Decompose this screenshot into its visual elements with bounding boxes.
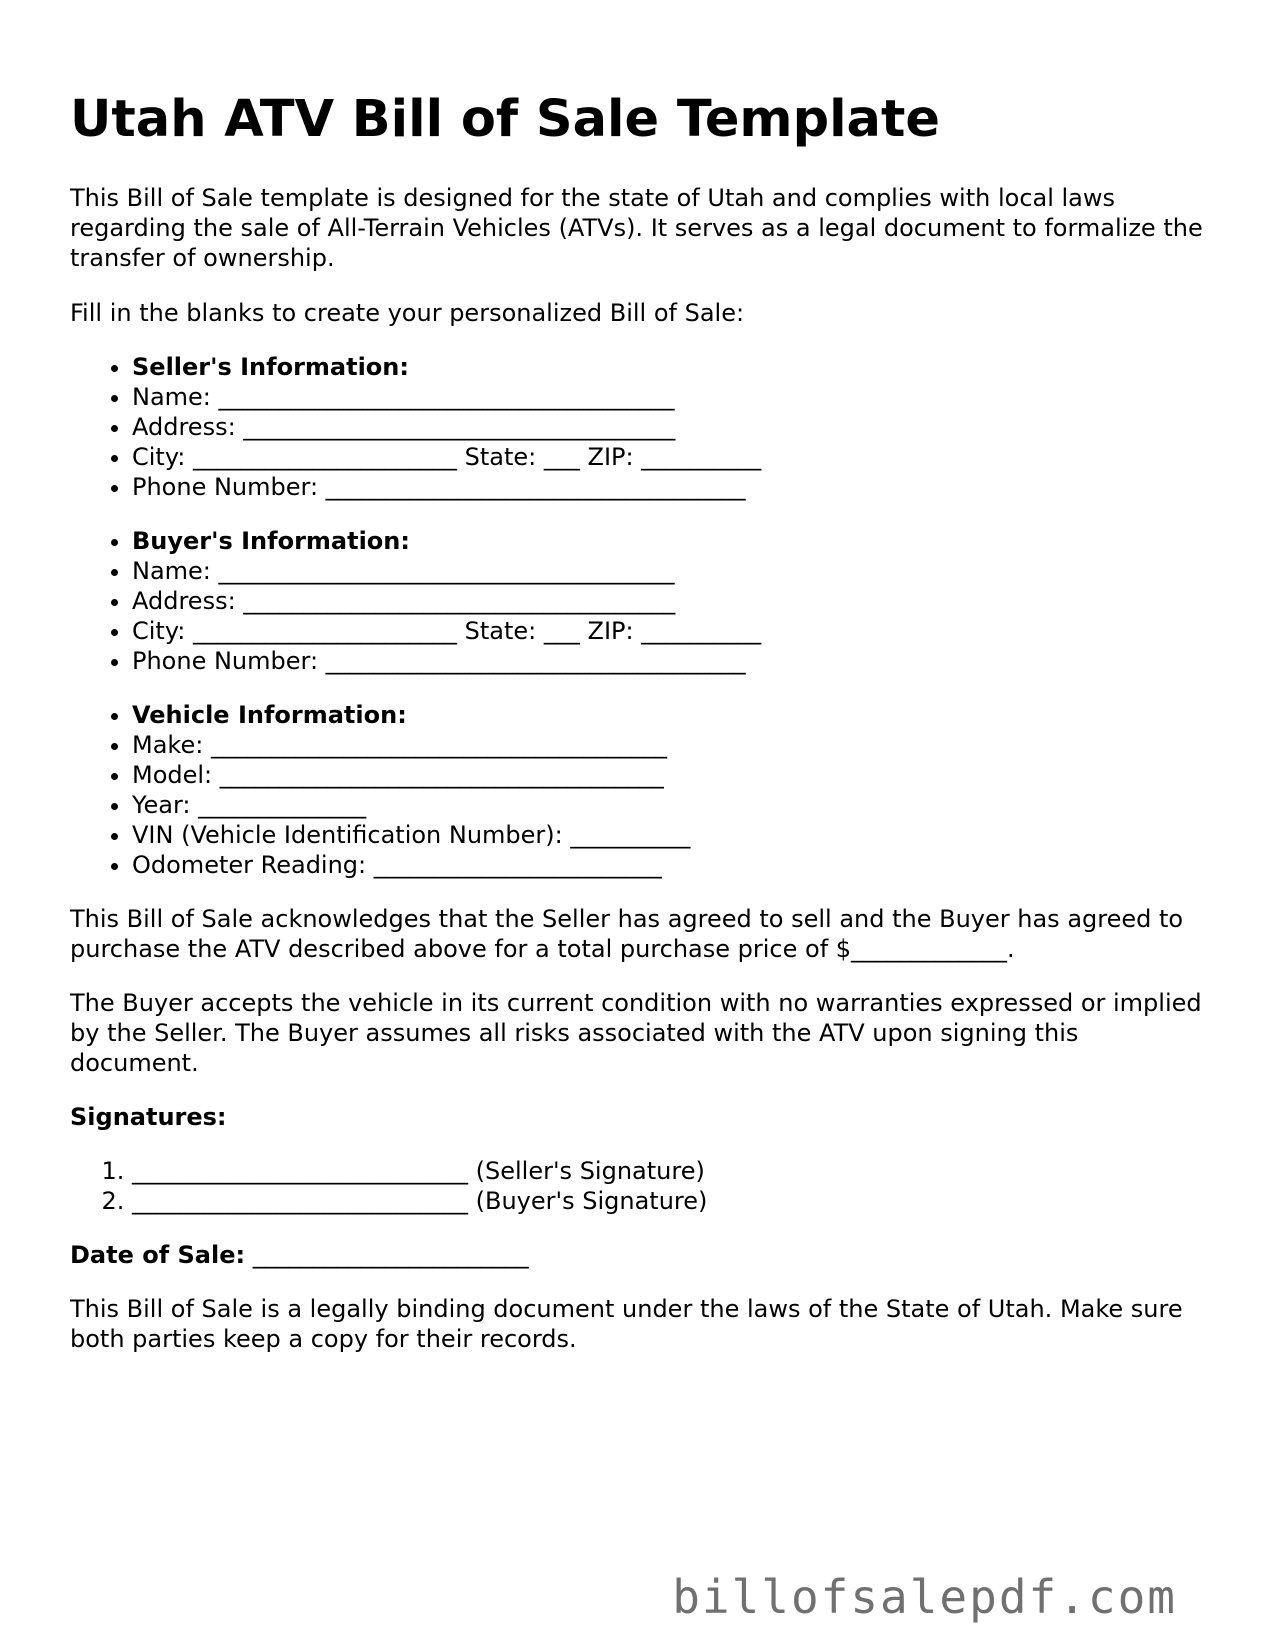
- vehicle-make-field: • Make: ______________________________________: [132, 730, 1210, 760]
- buyer-phone-field: • Phone Number: ___________________________________: [132, 646, 1210, 676]
- watermark: billofsalepdf.com: [672, 1570, 1177, 1624]
- vehicle-model-field: • Model: _____________________________________: [132, 760, 1210, 790]
- vehicle-vin-field: • VIN (Vehicle Identification Number): __________: [132, 820, 1210, 850]
- seller-phone-field: • Phone Number: ___________________________________: [132, 472, 1210, 502]
- intro-paragraph: This Bill of Sale template is designed for the state of Utah and complies with local laws regarding the sale of All-Terrain Vehicles (ATVs). It serves as a legal document to formalize the transfer of ownership.: [70, 184, 1203, 272]
- vehicle-year-field: • Year: ______________: [132, 790, 1210, 820]
- fill-instructions: Fill in the blanks to create your personalized Bill of Sale:: [70, 299, 745, 327]
- signatures-list: [70, 1156, 1210, 1216]
- signatures-heading: Signatures:: [70, 1103, 227, 1131]
- vehicle-heading: • Vehicle Information:: [132, 700, 1210, 730]
- seller-city-state-zip-field: • City: ______________________ State: ___ ZIP: __________: [132, 442, 1210, 472]
- acknowledgement-paragraph: This Bill of Sale acknowledges that the Seller has agreed to sell and the Buyer has agreed to purchase the ATV described above for a total purchase price of $_____________.: [70, 905, 1184, 963]
- document-page: [70, 0, 1210, 1354]
- seller-heading: • Seller's Information:: [132, 352, 1210, 382]
- vehicle-odometer-field: • Odometer Reading: ________________________: [132, 850, 1210, 880]
- buyer-info-list: [70, 526, 1210, 676]
- date-of-sale-line: [70, 1240, 1210, 1270]
- page-title: Utah ATV Bill of Sale Template: [70, 90, 940, 149]
- buyer-address-field: • Address: ____________________________________: [132, 586, 1210, 616]
- buyer-name-field: • Name: ______________________________________: [132, 556, 1210, 586]
- seller-info-list: [70, 352, 1210, 502]
- vehicle-info-list: [70, 700, 1210, 880]
- seller-address-field: • Address: ____________________________________: [132, 412, 1210, 442]
- buyer-signature-line: 2. ____________________________ (Buyer's Signature): [132, 1186, 1210, 1216]
- buyer-heading: • Buyer's Information:: [132, 526, 1210, 556]
- condition-paragraph: The Buyer accepts the vehicle in its current condition with no warranties expressed or implied by the Seller. The Buyer assumes all risks associated with the ATV upon signing this document.: [70, 989, 1202, 1077]
- seller-signature-line: 1. ____________________________ (Seller's Signature): [132, 1156, 1210, 1186]
- date-of-sale-blank: _______________________: [252, 1241, 529, 1269]
- buyer-city-state-zip-field: • City: ______________________ State: ___ ZIP: __________: [132, 616, 1210, 646]
- date-of-sale-label: Date of Sale:: [70, 1241, 246, 1269]
- seller-name-field: • Name: ______________________________________: [132, 382, 1210, 412]
- closing-paragraph: This Bill of Sale is a legally binding document under the laws of the State of Utah. Make sure both parties keep a copy for their records.: [70, 1295, 1183, 1353]
